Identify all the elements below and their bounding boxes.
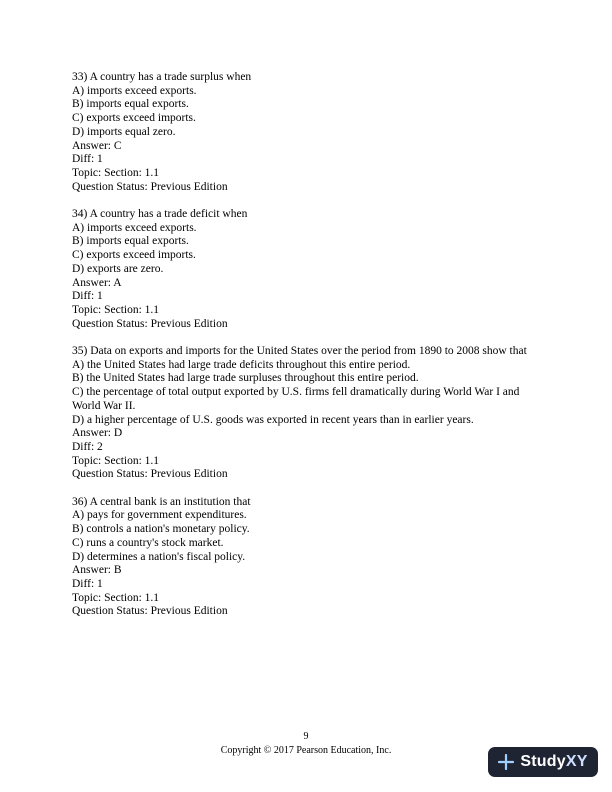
topic: Topic: Section: 1.1 (72, 166, 160, 179)
plus-sparkle-icon (498, 754, 514, 770)
answer: Answer: A (72, 276, 122, 289)
question-list (72, 71, 542, 633)
question-36 (72, 496, 542, 619)
option-b: B) the United States had large trade surpluses throughout this entire period. (72, 372, 419, 385)
option-a: A) the United States had large trade deficits throughout this entire period. (72, 358, 411, 371)
question-33 (72, 71, 542, 194)
option-b: B) imports equal exports. (72, 235, 189, 248)
option-c: C) exports exceed imports. (72, 112, 196, 125)
option-b: B) imports equal exports. (72, 98, 189, 111)
question-35 (72, 345, 542, 482)
answer: Answer: B (72, 564, 122, 577)
option-a: A) imports exceed exports. (72, 221, 197, 234)
question-34 (72, 208, 542, 331)
option-c: C) the percentage of total output exported by U.S. firms fell dramatically during World War I and World War II. (72, 386, 520, 412)
option-b: B) controls a nation's monetary policy. (72, 523, 250, 536)
difficulty: Diff: 1 (72, 153, 103, 166)
option-a: A) imports exceed exports. (72, 84, 197, 97)
difficulty: Diff: 2 (72, 440, 103, 453)
question-stem: 33) A country has a trade surplus when (72, 71, 252, 83)
page-number: 9 (303, 731, 309, 742)
topic: Topic: Section: 1.1 (72, 303, 160, 316)
option-c: C) exports exceed imports. (72, 249, 196, 262)
option-c: C) runs a country's stock market. (72, 536, 224, 549)
answer: Answer: C (72, 139, 122, 152)
question-status: Question Status: Previous Edition (72, 468, 228, 481)
studyxy-badge[interactable] (488, 747, 598, 777)
question-status: Question Status: Previous Edition (72, 317, 228, 330)
answer: Answer: D (72, 427, 123, 440)
question-status: Question Status: Previous Edition (72, 180, 228, 193)
question-stem: 36) A central bank is an institution that (72, 495, 251, 508)
option-a: A) pays for government expenditures. (72, 509, 247, 522)
option-d: D) a higher percentage of U.S. goods was exported in recent years than in earlier years. (72, 413, 474, 426)
topic: Topic: Section: 1.1 (72, 591, 160, 604)
difficulty: Diff: 1 (72, 290, 103, 303)
copyright-notice: Copyright © 2017 Pearson Education, Inc. (220, 745, 392, 756)
question-stem: 34) A country has a trade deficit when (72, 208, 248, 221)
option-d: D) determines a nation's fiscal policy. (72, 550, 246, 563)
option-d: D) imports equal zero. (72, 125, 176, 138)
option-d: D) exports are zero. (72, 262, 164, 275)
topic: Topic: Section: 1.1 (72, 454, 160, 467)
brand-accent: XY (565, 753, 588, 770)
brand-main: Study (520, 753, 566, 770)
question-stem: 35) Data on exports and imports for the United States over the period from 1890 to 2008 show that (72, 345, 527, 358)
studyxy-logo-text (520, 753, 587, 771)
question-status: Question Status: Previous Edition (72, 605, 228, 618)
difficulty: Diff: 1 (72, 577, 103, 590)
